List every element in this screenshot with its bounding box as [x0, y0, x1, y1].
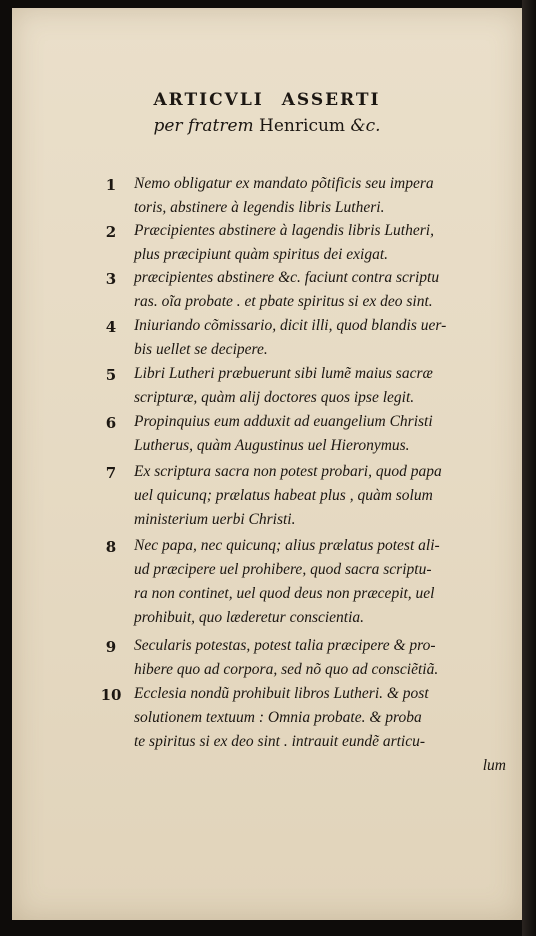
article-line: hibere quo ad corpora, sed nõ quo ad consciẽtiã.	[134, 661, 439, 678]
article-text	[134, 634, 506, 682]
article-text	[134, 534, 506, 630]
article-number: 5	[105, 366, 117, 384]
book-edge-shadow	[522, 0, 536, 936]
article-line: te spiritus si ex deo sint . intrauit eundẽ articu-	[134, 733, 426, 750]
article-text	[134, 219, 506, 267]
article-text	[134, 362, 506, 410]
article-line: solutionem textuum : Omnia probate. & proba	[134, 709, 422, 726]
article-line: Libri Lutheri præbuerunt sibi lumẽ maius sacræ	[134, 365, 433, 382]
book-page	[12, 8, 522, 920]
article-number: 7	[105, 464, 117, 482]
article-number: 6	[105, 414, 117, 432]
article-line: Lutherus, quàm Augustinus uel Hieronymus.	[134, 437, 410, 454]
title-word-1: ARTICVLI	[153, 90, 264, 110]
article-text	[134, 682, 506, 778]
article-text	[134, 266, 506, 314]
subtitle-italic: per fratrem	[153, 116, 260, 136]
subtitle-name: Henricum	[259, 116, 346, 136]
article-line: ministerium uerbi Christi.	[134, 511, 296, 528]
page-header	[12, 90, 522, 136]
article-text	[134, 410, 506, 458]
article-line: Nec papa, nec quicunq; alius prælatus potest ali-	[134, 537, 440, 554]
article-text	[134, 172, 506, 220]
article-text	[134, 314, 506, 362]
article-line: Propinquius eum adduxit ad euangelium Christi	[134, 413, 433, 430]
article-number: 1	[105, 176, 117, 194]
article-line: Præcipientes abstinere à lagendis libris Lutheri,	[134, 222, 434, 239]
page-subtitle	[12, 116, 522, 136]
article-line: Ecclesia nondũ prohibuit libros Lutheri. & post	[134, 685, 429, 702]
page-title	[12, 90, 522, 110]
article-line: Iniuriando cõmissario, dicit illi, quod blandis uer-	[134, 317, 447, 334]
article-number: 2	[105, 223, 117, 241]
article-line: ras. oĩa probate . et pbate spiritus si ex deo sint.	[134, 293, 433, 310]
subtitle-end: &c.	[345, 116, 381, 136]
article-number: 4	[105, 318, 117, 336]
article-line: toris, abstinere à legendis libris Lutheri.	[134, 199, 385, 216]
article-line: scripturæ, quàm alij doctores quos ipse legit.	[134, 389, 415, 406]
article-line: plus præcipiunt quàm spiritus dei exigat.	[134, 246, 389, 263]
article-line: uel quicunq; prælatus habeat plus , quàm solum	[134, 487, 433, 504]
article-text	[134, 460, 506, 532]
article-line: Secularis potestas, potest talia præcipere & pro-	[134, 637, 436, 654]
title-word-2: ASSERTI	[281, 90, 381, 110]
article-number: 8	[105, 538, 117, 556]
article-number: 10	[100, 686, 122, 704]
article-line: bis uellet se decipere.	[134, 341, 268, 358]
article-number: 9	[105, 638, 117, 656]
article-line: præcipientes abstinere &c. faciunt contra scriptu	[134, 269, 440, 286]
article-line: Ex scriptura sacra non potest probari, quod papa	[134, 463, 442, 480]
article-number: 3	[105, 270, 117, 288]
article-line: lum	[482, 757, 506, 774]
article-line: prohibuit, quo læderetur conscientia.	[134, 609, 365, 626]
article-line: ud præcipere uel prohibere, quod sacra scriptu-	[134, 561, 432, 578]
article-line: ra non continet, uel quod deus non præcepit, uel	[134, 585, 435, 602]
article-line: Nemo obligatur ex mandato põtificis seu impera	[134, 175, 434, 192]
